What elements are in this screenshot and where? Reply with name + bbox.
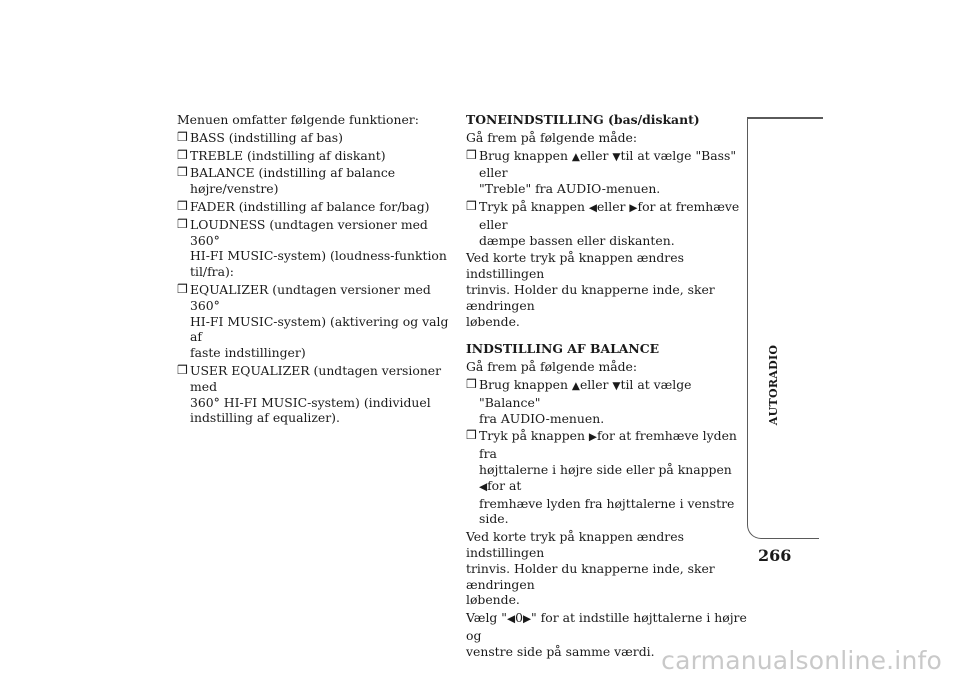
text-run: eller — [596, 198, 630, 214]
checkbox-bullet-icon: ❒ — [466, 376, 477, 391]
left-column — [177, 112, 459, 428]
text-run: eller — [579, 147, 613, 163]
list-item — [466, 199, 748, 248]
list-item-line — [479, 377, 748, 411]
tone-heading: TONEINDSTILLING (bas/diskant) — [466, 112, 700, 127]
right-arrow-icon: ▶ — [522, 613, 532, 626]
list-item-line: HI-FI MUSIC-system) (loudness-funktion — [190, 248, 447, 264]
text-run: Vælg " — [466, 610, 507, 626]
note-line: trinvis. Holder du knapperne inde, sker ændringen — [466, 281, 715, 313]
text-run: Brug knappen — [479, 147, 572, 163]
menu-intro: Menuen omfatter følgende funktioner: — [177, 112, 419, 127]
text-run: til at vælge "Bass" eller — [479, 147, 737, 181]
checkbox-bullet-icon: ❒ — [177, 216, 188, 231]
checkbox-bullet-icon: ❒ — [177, 281, 188, 296]
text-run: til at vælge "Balance" — [479, 376, 692, 410]
list-item-line — [479, 428, 748, 462]
checkbox-bullet-icon: ❒ — [177, 165, 188, 180]
left-arrow-icon: ◀ — [507, 613, 516, 626]
left-arrow-icon: ◀ — [588, 201, 597, 214]
list-item-line: USER EQUALIZER (undtagen versioner med — [190, 362, 442, 394]
final-line — [466, 610, 748, 644]
tone-note — [466, 250, 748, 329]
text-run: Tryk på knappen — [479, 428, 589, 444]
list-item-line: LOUDNESS (undtagen versioner med 360° — [190, 216, 428, 248]
checkbox-bullet-icon: ❒ — [177, 198, 188, 213]
list-item-line: indstilling af equalizer). — [190, 410, 340, 426]
list-item-line — [479, 462, 748, 496]
list-item-line: fra AUDIO-menuen. — [479, 410, 605, 426]
list-item — [177, 199, 459, 215]
list-item-line: faste indstillinger) — [190, 345, 306, 361]
left-arrow-icon: ◀ — [479, 480, 488, 493]
checkbox-bullet-icon: ❒ — [177, 147, 188, 162]
list-item-line: HI-FI MUSIC-system) (aktivering og valg af — [190, 313, 449, 345]
list-item-line: til/fra): — [190, 264, 234, 280]
up-arrow-icon: ▲ — [571, 379, 580, 392]
text-run: for at fremhæve lyden fra — [479, 428, 737, 462]
text-run: Brug knappen — [479, 376, 572, 392]
watermark: carmanualsonline.info — [661, 646, 942, 675]
note-line: løbende. — [466, 592, 520, 608]
list-item — [466, 428, 748, 527]
down-arrow-icon: ▼ — [612, 379, 621, 392]
page-number: 266 — [758, 546, 792, 565]
section-label — [733, 344, 813, 426]
note-line: Ved korte tryk på knappen ændres indstillingen — [466, 250, 684, 282]
text-run: for at fremhæve eller — [479, 198, 740, 232]
chapter-frame-top-rule — [747, 117, 823, 119]
tone-lead: Gå frem på følgende måde: — [466, 129, 638, 145]
note-line: Ved korte tryk på knappen ændres indstillingen — [466, 529, 684, 560]
list-item — [466, 148, 748, 197]
zero-value: 0 — [515, 610, 523, 626]
note-line: løbende. — [466, 313, 520, 329]
text-run: for at — [487, 477, 522, 493]
right-column — [466, 112, 748, 662]
text-run: Tryk på knappen — [479, 198, 589, 214]
checkbox-bullet-icon: ❒ — [466, 428, 477, 443]
balance-heading: INDSTILLING AF BALANCE — [466, 341, 660, 357]
balance-note — [466, 529, 748, 608]
list-item-text: TREBLE (indstilling af diskant) — [190, 147, 386, 163]
list-item-text: FADER (indstilling af balance for/bag) — [190, 198, 430, 214]
list-item — [177, 217, 459, 280]
list-item — [177, 148, 459, 164]
list-item-line: dæmpe bassen eller diskanten. — [479, 232, 675, 248]
list-item-line — [479, 148, 748, 182]
note-line: trinvis. Holder du knapperne inde, sker ændringen — [466, 560, 715, 592]
list-item-line: EQUALIZER (undtagen versioner med 360° — [190, 281, 431, 313]
list-item-line: 360° HI-FI MUSIC-system) (individuel — [190, 394, 431, 410]
list-item-line: "Treble" fra AUDIO-menuen. — [479, 181, 661, 197]
list-item — [466, 377, 748, 426]
checkbox-bullet-icon: ❒ — [177, 129, 188, 144]
down-arrow-icon: ▼ — [612, 150, 621, 163]
text-run: højttalerne i højre side eller på knappen — [479, 461, 732, 477]
list-item-text: BASS (indstilling af bas) — [190, 129, 343, 145]
balance-lead: Gå frem på følgende måde: — [466, 359, 638, 375]
chapter-frame — [747, 117, 819, 539]
list-item-line — [479, 199, 748, 233]
list-item — [177, 282, 459, 361]
final-line: venstre side på samme værdi. — [466, 643, 655, 659]
section-label-text: AUTORADIO — [766, 344, 780, 426]
checkbox-bullet-icon: ❒ — [466, 198, 477, 213]
list-item-text: BALANCE (indstilling af balance højre/venstre) — [190, 165, 396, 197]
checkbox-bullet-icon: ❒ — [177, 362, 188, 377]
text-run: " for at indstille højttalerne i højre og — [466, 610, 747, 643]
right-arrow-icon: ▶ — [629, 201, 638, 214]
list-item-line: fremhæve lyden fra højttalerne i venstre side. — [479, 495, 735, 527]
checkbox-bullet-icon: ❒ — [466, 147, 477, 162]
list-item — [177, 165, 459, 197]
list-item — [177, 363, 459, 426]
text-run: eller — [579, 376, 613, 392]
up-arrow-icon: ▲ — [571, 150, 580, 163]
list-item — [177, 130, 459, 146]
right-arrow-icon: ▶ — [588, 431, 597, 444]
